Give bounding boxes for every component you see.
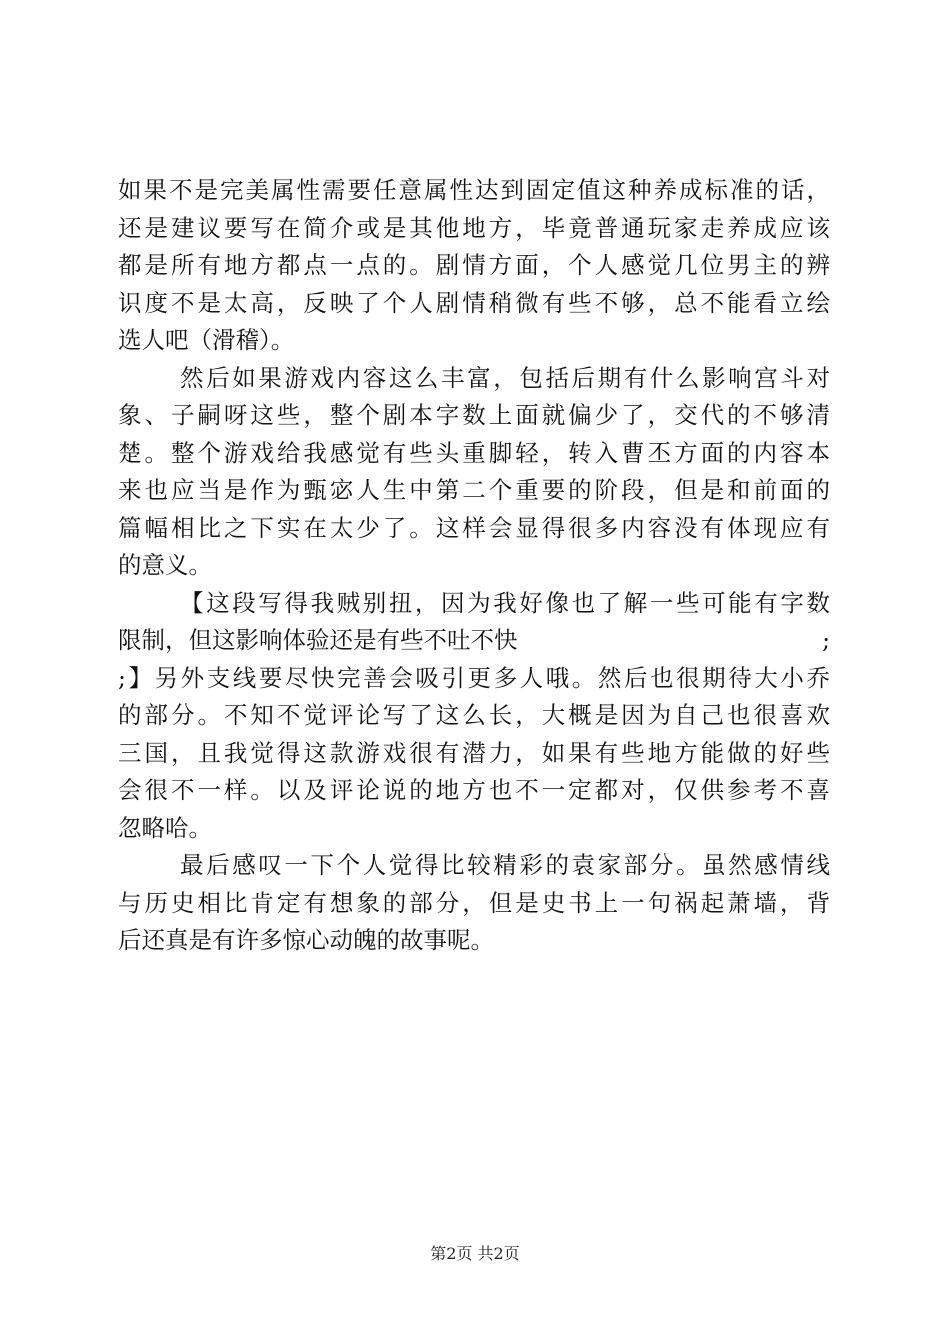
- text-line: 如果不是完美属性需要任意属性达到固定值这种养成标准的话，: [118, 176, 830, 204]
- text-line: 的意义。: [118, 551, 212, 579]
- text-fragment: 限制，但这影响体验还是有些不吐不快: [118, 626, 518, 654]
- text-line: 来也应当是作为甄宓人生中第二个重要的阶段，但是和前面的: [118, 476, 830, 504]
- text-line: 识度不是太高，反映了个人剧情稍微有些不够，总不能看立绘: [118, 288, 830, 317]
- text-line: 象、子嗣呀这些，整个剧本字数上面就偏少了，交代的不够清: [118, 401, 830, 429]
- text-line: 三国，且我觉得这款游戏很有潜力，如果有些地方能做的好些: [118, 738, 830, 767]
- text-line: 忽略哈。: [118, 813, 212, 842]
- text-line: 选人吧（滑稽）。: [118, 326, 295, 354]
- text-line: 都是所有地方都点一点的。剧情方面，个人感觉几位男主的辨: [118, 251, 830, 279]
- text-line: 的部分。不知不觉评论写了这么长，大概是因为自己也很喜欢: [118, 701, 830, 729]
- page-footer: [0, 1243, 950, 1265]
- text-fragment: ;: [822, 626, 830, 654]
- text-line: 后还真是有许多惊心动魄的故事呢。: [118, 926, 494, 954]
- text-line: 楚。整个游戏给我感觉有些头重脚轻，转入曹丕方面的内容本: [118, 438, 830, 467]
- text-line: ;】另外支线要尽快完善会吸引更多人哦。然后也很期待大小乔: [118, 663, 830, 692]
- document-body: [118, 172, 830, 960]
- text-line: 最后感叹一下个人觉得比较精彩的袁家部分。虽然感情线: [180, 851, 830, 879]
- text-line: 篇幅相比之下实在太少了。这样会显得很多内容没有体现应有: [118, 513, 830, 542]
- text-line: 然后如果游戏内容这么丰富，包括后期有什么影响宫斗对: [180, 363, 830, 392]
- text-line: 与历史相比肯定有想象的部分，但是史书上一句祸起萧墙，背: [118, 888, 830, 917]
- text-line: 【这段写得我贼别扭，因为我好像也了解一些可能有字数: [180, 588, 830, 617]
- text-line: 还是建议要写在简介或是其他地方，毕竟普通玩家走养成应该: [118, 213, 830, 242]
- page-number: 第2页 共2页: [430, 1244, 520, 1263]
- text-line: 会很不一样。以及评论说的地方也不一定都对，仅供参考不喜: [118, 776, 830, 804]
- text-line: [118, 622, 830, 660]
